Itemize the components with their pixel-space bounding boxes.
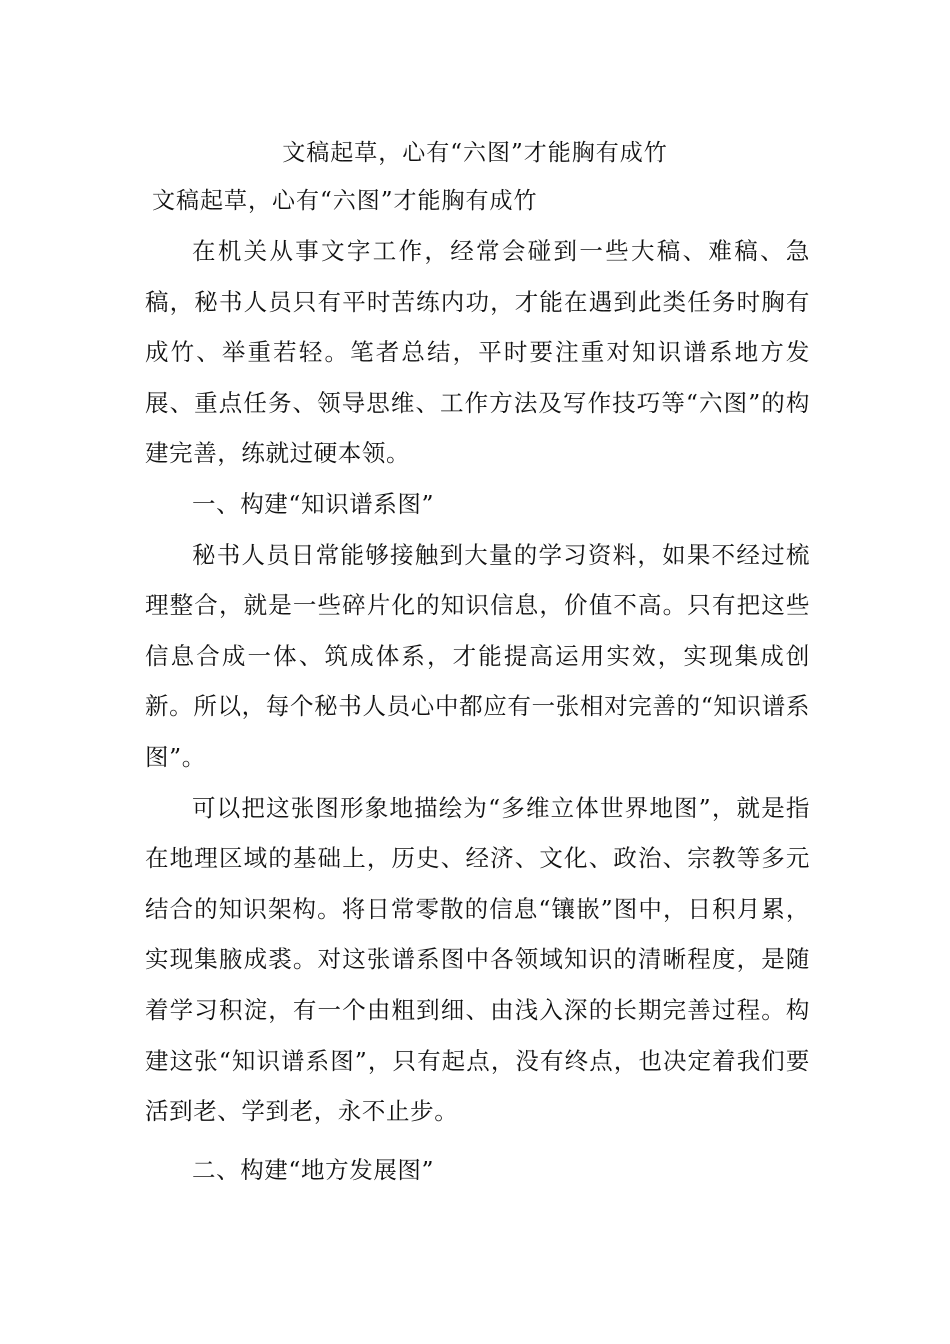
document-subtitle: 文稿起草，心有“六图”才能胸有成竹 <box>152 188 538 214</box>
section-heading-2: 二、构建“地方发展图” <box>192 1155 435 1184</box>
document-body <box>145 226 810 1195</box>
section-1-paragraph-2: 可以把这张图形象地描绘为“多维立体世界地图”，就是指在地理区域的基础上，历史、经济、文化、政治、宗教等多元结合的知识架构。将日常零散的信息“镶嵌”图中，日积月累，实现集腋成裘。对这张谱系图中各领域知识的清晰程度，是随着学习积淀，有一个由粗到细、由浅入深的长期完善过程。构建这张“知识谱系图”，只有起点，没有终点，也决定着我们要活到老、学到老，永不止步。 <box>145 793 810 1126</box>
section-heading-1: 一、构建“知识谱系图” <box>192 489 435 518</box>
intro-paragraph: 在机关从事文字工作，经常会碰到一些大稿、难稿、急稿，秘书人员只有平时苦练内功，才能在遇到此类任务时胸有成竹、举重若轻。笔者总结，平时要注重对知识谱系地方发展、重点任务、领导思维、工作方法及写作技巧等“六图”的构建完善，练就过硬本领。 <box>145 237 810 468</box>
document-title: 文稿起草，心有“六图”才能胸有成竹 <box>282 140 668 166</box>
section-1-paragraph-1: 秘书人员日常能够接触到大量的学习资料，如果不经过梳理整合，就是一些碎片化的知识信息，价值不高。只有把这些信息合成一体、筑成体系，才能提高运用实效，实现集成创新。所以，每个秘书人员心中都应有一张相对完善的“知识谱系图”。 <box>145 540 810 771</box>
